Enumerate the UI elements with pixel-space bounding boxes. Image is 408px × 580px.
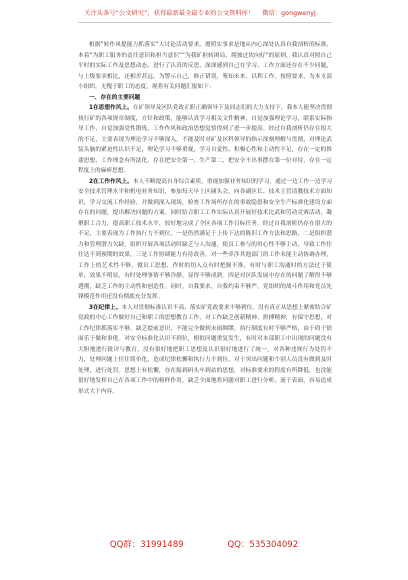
paragraph-text: 本人对贯彻标准认识不高、落实矿党政要求不够到位。没有真正从思想上紧密结合矿党政的中心工作做好自己和职工的思想教育工作，对工作缺乏创新精神、拼搏精神，有保守思想，对工作纪律抓落实不够，缺乏提前意识，不能完全做到未雨绸缪，执行制度有时不够严格，由于碍于情面乐于做和事佬。对安全标准化认识不到位，相似问题重复发生，有时对本部职工中出现的问题没有大胆地进行批评与教育，没有很好地把职工思想及认识很好地进行了统一，对各种违规行为处罚不力，处理问题上往往简单化，造成纪律松懈和执行力不到位，对于突出问题和个别人员没有做到及时处理，进行处罚。思想上有松懈，存在船到码头车到站的思想，对标准要求的程度有所降低，也没能很好地发挥自己在各项工作中的榜样作用，缺乏全面地将问题对职工进行分析，流于表面，容易造成形式大于内容。: [78, 304, 332, 395]
paragraph-heading: 2在工作作风上。: [89, 178, 133, 185]
paragraph-work-style: [78, 177, 332, 303]
header-banner: [0, 10, 408, 18]
paragraph-text: 本人不断提高自身综合素质，重视加强业务知识的学习，通过一边工作一边学习安全技术管理水平和机电业务知识，参加每天早上区碰头会，向各副区长、技术主管请教技术方面知识，学习交流工作经验，并做到深入现场，检查工作场所存在的事故隐患和安全生产标准化建设方面存在的问题，提出解决问题的方案。同时结合职工工作实际认真开展好技术比武和劳动竞赛活动，凝聚职工合力，提高职工技术水平，较好地完成了全区各项工作目标任务。经过自我剖析仍存在很大的不足，主要表现为工作执行力不到位，一是仍然满足于上传下达的陈旧工作方法和思路，二是组织潜力和管理潜力欠缺，组织开展各项活动时缺乏与人沟通，使员工参与的用心性不够主动，导致工作往往达不到预期的效果。三是工作协调能力有待改善，对一些牵涉其他部门的工作未能主动协调办理，工作上的艺术性不够，做员工思想、作时的切入点有时把握不准，有时与职工沟通时的方法过于简单，效果不明显，有时处理事情不够冷静，显得不够成熟。四是对区队发展中存在的问题了解得不够透彻，缺乏工作的主动性和创造性。同时，自我要求，自我约束不够严，党组织的战斗作用和党员先锋模范作用还没有彻底充分发挥。: [78, 178, 333, 300]
footer-qq-group: QQ群：31991489: [109, 540, 184, 550]
intro-paragraph: 根据“转作风提能力抓落实”大讨论活动要求，遵照实事求是地从内心深处认真自我剖析的标准，本着“为职工服务的责任意识和担当意识”“为我矿担转困局、爬坡过坎向好”的原则，我认真对照自己平时的实际工作及思想动态，进行了认真的反思，深深感到自己在学习、工作方面还存在不少问题，与上级要求相比，还相差甚远，为警示自己，修正错误，鉴知未来，以利工作，按照要求，为本支部小组织，无愧于职工的态度，现将有关问题汇报如下：: [78, 42, 332, 90]
footer: [0, 538, 408, 550]
paragraph-heading: 3在纪律上。: [89, 304, 122, 311]
header-divider: [78, 22, 332, 23]
paragraph-heading: 1在思想作风上。: [89, 105, 133, 111]
footer-qq-number: QQ：535304092: [227, 540, 299, 550]
section-heading: 一、存在的主要问题: [89, 94, 141, 101]
header-wechat-text: 微信：gongwenyj: [262, 10, 316, 17]
paragraph-text: 在矿领导及区队党政正职正确领导下及同志们的大力支持下，我本人能坚决贯彻执行矿的各项规章制度，方针和政策，能够认真学习相关文件精神，自觉加强理论学习，联系实际指导工作，自觉加强党性锻炼，工作作风和政治思想觉悟得到了进一步提高。经过自我剖析仍存在很大的不足，主要表现为理论学习不够深入，不能及时对矿及区科领导的指示深刻理解与贯彻，对理论武装头脑的紧迫性认识不足，理论学习不够重视，学习自觉性、积极心性和主动性不足，存在一定的推诿思想，工作理念有所淡化，存在把安全第一、生产第二，把安全不出事摆在第一位对待，存在一定程度上的麻痹思想。: [78, 105, 333, 174]
header-left-text: 关注头条号“公文研究”，获得最新最全最专业的公文资料库！: [84, 10, 255, 17]
document-body: [78, 40, 332, 397]
paragraph-thought-style: [78, 103, 332, 177]
paragraph-discipline: [78, 303, 332, 398]
